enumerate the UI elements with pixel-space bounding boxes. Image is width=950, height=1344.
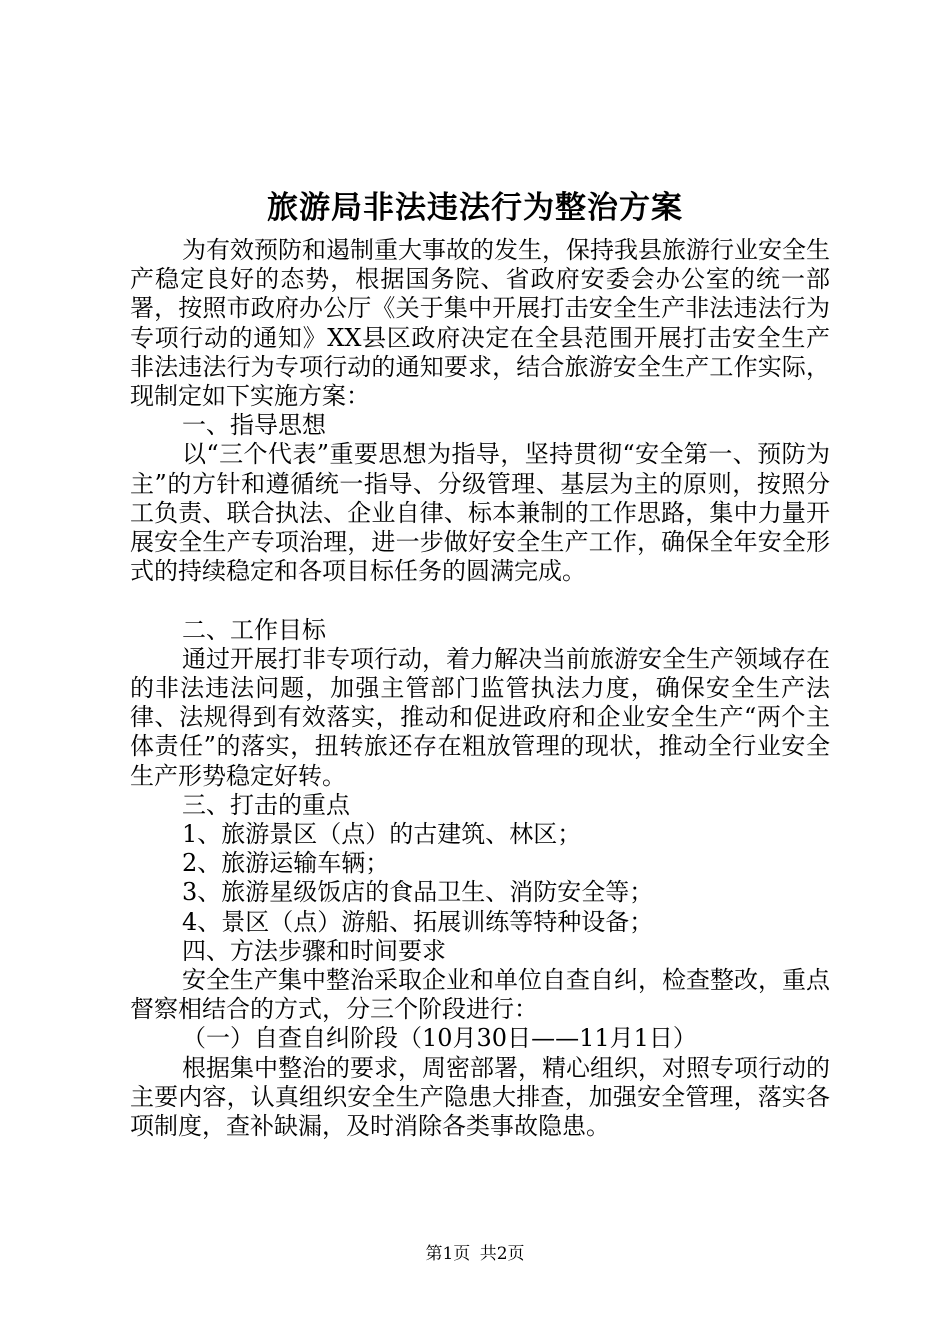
key-target-item: 2、旅游运输车辆； (182, 849, 390, 878)
blank-line (130, 586, 830, 615)
page-number: 第1页 (425, 1244, 471, 1264)
work-goals-paragraph: 通过开展打非专项行动，着力解决当前旅游安全生产领域存在的非法违法问题，加强主管部门监管执法力度，确保安全生产法律、法规得到有效落实，推动和促进政府和企业安全生产“两个主体责任”的落实，扭转旅还存在粗放管理的现状，推动全行业安全生产形势稳定好转。 (130, 644, 830, 790)
section-heading-methods-steps: 四、方法步骤和时间要求 (182, 936, 446, 965)
self-inspection-paragraph: 根据集中整治的要求，周密部署，精心组织，对照专项行动的主要内容，认真组织安全生产隐患大排查，加强安全管理，落实各项制度，查补缺漏，及时消除各类事故隐患。 (130, 1053, 830, 1141)
section-heading-guiding-ideology: 一、指导思想 (182, 411, 326, 440)
intro-paragraph: 为有效预防和遏制重大事故的发生，保持我县旅游行业安全生产稳定良好的态势，根据国务院、省政府安委会办公室的统一部署，按照市政府办公厅《关于集中开展打击安全生产非法违法行为专项行动的通知》XX县区政府决定在全县范围开展打击安全生产非法违法行为专项行动的通知要求，结合旅游安全生产工作实际，现制定如下实施方案： (130, 236, 830, 411)
page-footer (0, 1242, 950, 1266)
section-heading-work-goals: 二、工作目标 (182, 615, 326, 644)
key-target-item: 3、旅游星级饭店的食品卫生、消防安全等； (182, 878, 654, 907)
page-total: 共2页 (479, 1244, 525, 1264)
subsection-heading-self-inspection: （一）自查自纠阶段（10月30日——11月1日） (182, 1024, 697, 1053)
section-heading-key-targets: 三、打击的重点 (182, 790, 350, 819)
document-body (130, 236, 830, 1141)
document-title: 旅游局非法违法行为整治方案 (267, 190, 683, 226)
key-target-item: 4、景区（点）游船、拓展训练等特种设备； (182, 907, 654, 936)
guiding-ideology-paragraph: 以“三个代表”重要思想为指导，坚持贯彻“安全第一、预防为主”的方针和遵循统一指导、分级管理、基层为主的原则，按照分工负责、联合执法、企业自律、标本兼制的工作思路，集中力量开展安全生产专项治理，进一步做好安全生产工作，确保全年安全形式的持续稳定和各项目标任务的圆满完成。 (130, 440, 830, 586)
methods-paragraph: 安全生产集中整治采取企业和单位自查自纠，检查整改，重点督察相结合的方式，分三个阶段进行： (130, 966, 830, 1024)
key-target-item: 1、旅游景区（点）的古建筑、林区； (182, 820, 582, 849)
